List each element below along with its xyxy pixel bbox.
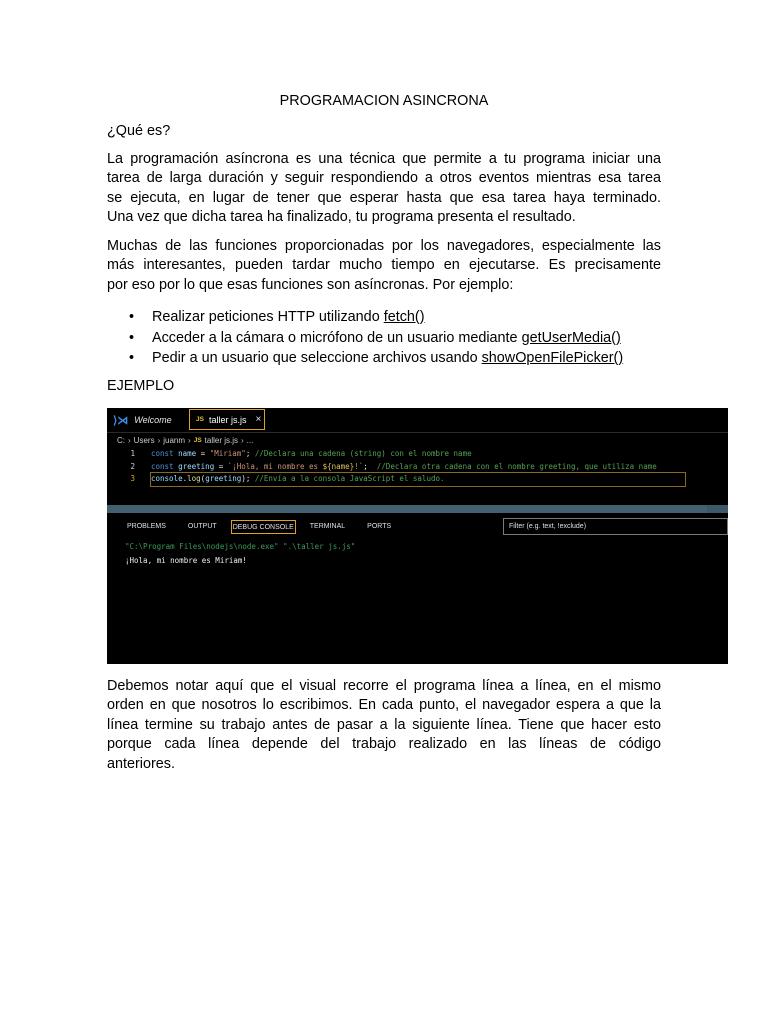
paragraph-line: orden en que nosotros lo escribimos. En cada punto, el navegador espera a que la	[107, 697, 661, 714]
paragraph-line: línea termine su trabajo antes de pasar a la siguiente línea. Tiene que hacer esto	[107, 716, 661, 733]
list-item	[107, 348, 623, 369]
paragraph-line: tarea de larga duración y seguir respondiendo a otros eventos mientras esa tarea	[107, 170, 661, 187]
tab-terminal[interactable]: TERMINAL	[309, 523, 346, 530]
paragraph-line: Una vez que dicha tarea ha finalizado, tu programa presenta el resultado.	[107, 209, 576, 226]
console-command: "C:\Program Files\nodejs\node.exe" ".\taller js.js"	[125, 542, 356, 551]
tab-ports[interactable]: PORTS	[367, 523, 392, 530]
code-token: ;	[245, 449, 255, 458]
line-number: 1	[130, 449, 135, 458]
code-token: const	[151, 461, 179, 471]
tab-output[interactable]: OUTPUT	[187, 523, 217, 530]
tab-welcome[interactable]	[113, 412, 172, 428]
fetch-link[interactable]: fetch()	[383, 309, 425, 325]
code-token: name	[178, 449, 197, 458]
chevron-right-icon: ›	[157, 435, 161, 445]
chevron-right-icon: ›	[188, 435, 191, 445]
editor-tab-bar	[107, 408, 728, 433]
code-token: "Miriam"	[209, 449, 246, 458]
chevron-right-icon: ›	[128, 435, 131, 445]
tab-label: taller js.js	[208, 414, 247, 425]
list-item-text: Pedir a un usuario que seleccione archivos usando	[152, 350, 482, 366]
code-text	[151, 461, 657, 474]
code-token: console	[151, 474, 183, 483]
code-token: greeting	[205, 474, 242, 483]
code-editor[interactable]	[107, 448, 728, 486]
getusermedia-link[interactable]: getUserMedia()	[521, 329, 621, 346]
breadcrumb-item[interactable]: Users	[133, 435, 155, 445]
horizontal-scrollbar[interactable]	[107, 505, 728, 513]
code-token: const	[151, 449, 179, 458]
code-token: ${name}	[322, 461, 355, 471]
code-token: greeting	[178, 461, 215, 471]
code-token: `¡Hola, mi nombre es	[227, 461, 323, 471]
code-token: ;	[363, 461, 377, 471]
paragraph-line: anteriores.	[107, 755, 175, 772]
code-token: (	[200, 474, 206, 483]
paragraph-browser-functions	[107, 237, 661, 295]
code-token: log	[187, 474, 201, 483]
example-heading: EJEMPLO	[107, 378, 175, 394]
tab-debug-console[interactable]: DEBUG CONSOLE	[231, 520, 296, 534]
close-icon[interactable]: ×	[255, 414, 262, 425]
breadcrumb-item[interactable]: C:	[117, 435, 125, 445]
breadcrumb-item[interactable]: juanm	[163, 435, 186, 445]
line-number: 3	[130, 474, 135, 483]
debug-console-output	[125, 540, 355, 568]
console-output-line: ¡Hola, mi nombre es Miriam!	[125, 556, 247, 565]
code-line[interactable]	[107, 448, 728, 461]
paragraph-line: por eso por lo que esas funciones son asíncronas. Por ejemplo:	[107, 276, 514, 293]
section-heading: ¿Qué es?	[107, 123, 171, 139]
code-token: =	[196, 449, 210, 458]
scrollbar-thumb[interactable]	[107, 505, 707, 513]
chevron-right-icon: ›	[241, 435, 244, 445]
code-token: //Declara una cadena (string) con el nombre name	[254, 449, 472, 458]
code-line[interactable]	[107, 461, 728, 474]
paragraph-line: se ejecuta, en lugar de tener que esperar hasta que esa tarea haya terminado.	[107, 189, 661, 206]
bullet-icon: •	[129, 329, 135, 346]
tab-label: Welcome	[134, 415, 172, 425]
line-number: 2	[130, 461, 135, 471]
vscode-screenshot	[107, 408, 728, 664]
list-item-text: Acceder a la cámara o micrófono de un usuario mediante	[152, 329, 522, 346]
vscode-logo-icon: ⟩⋊	[113, 414, 129, 427]
showopenfilepicker-link[interactable]: showOpenFilePicker()	[481, 350, 624, 366]
list-item-text: Realizar peticiones HTTP utilizando	[152, 309, 384, 325]
list-item	[107, 328, 623, 349]
list-item	[107, 307, 623, 328]
code-line[interactable]	[107, 473, 728, 486]
tab-taller-js[interactable]	[189, 409, 265, 430]
examples-list	[107, 307, 623, 369]
breadcrumb-item[interactable]: taller js.js	[204, 435, 238, 445]
paragraph-conclusion	[107, 677, 661, 774]
js-file-icon: JS	[193, 436, 202, 444]
code-token: =	[214, 461, 228, 471]
document-title: PROGRAMACION ASINCRONA	[279, 93, 489, 109]
panel-tab-bar	[119, 520, 405, 534]
code-text	[151, 448, 472, 461]
paragraph-intro	[107, 150, 661, 228]
paragraph-line: Muchas de las funciones proporcionadas por los navegadores, especialmente las	[107, 238, 661, 254]
bullet-icon: •	[129, 350, 135, 366]
breadcrumb-item[interactable]: ...	[246, 435, 254, 445]
paragraph-line: Debemos notar aquí que el visual recorre el programa línea a línea, en el mismo	[107, 678, 661, 694]
tab-problems[interactable]: PROBLEMS	[127, 523, 166, 530]
bullet-icon: •	[129, 309, 135, 325]
code-token: !`	[354, 461, 364, 471]
code-token: //Envía a la consola JavaScript el saludo.	[254, 474, 445, 483]
paragraph-line: más interesantes, pueden tardar mucho tiempo en ejecutarse. Es precisamente	[107, 257, 661, 274]
breadcrumb	[117, 434, 253, 446]
code-text	[151, 473, 685, 486]
js-file-icon: JS	[196, 416, 204, 423]
paragraph-line: La programación asíncrona es una técnica que permite a tu programa iniciar una	[107, 151, 661, 167]
paragraph-line: porque cada línea depende del trabajo realizado en las líneas de código	[107, 736, 661, 753]
filter-input[interactable]: Filter (e.g. text, !exclude)	[503, 518, 728, 535]
code-token: );	[241, 474, 255, 483]
code-token: //Declara otra cadena con el nombre greeting, que utiliza name	[376, 461, 657, 471]
code-token: .	[182, 474, 188, 483]
